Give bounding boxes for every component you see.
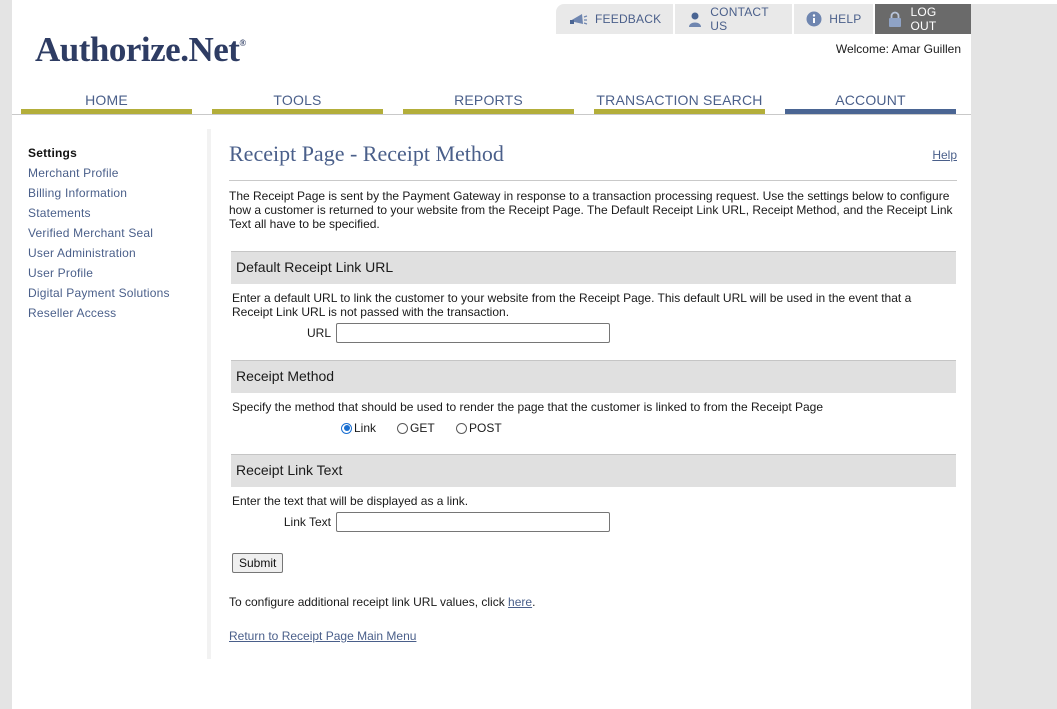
section-description-method: Specify the method that should be used to render the page that the customer is linked to from the Receipt Page	[232, 400, 824, 414]
welcome-text: Welcome: Amar Guillen	[835, 42, 961, 56]
sidebar-item-user-administration[interactable]: User Administration	[28, 246, 136, 260]
radio-get[interactable]	[397, 421, 435, 435]
intro-text: The Receipt Page is sent by the Payment Gateway in response to a transaction processing request. Use the settings below to configure how a customer is returned to your website from the Receipt Page. The Default Receipt Link URL, Receipt Method, and the Receipt Link Text all have to be specified.	[229, 189, 953, 231]
link-text-label: Link Text	[283, 515, 331, 529]
help-top-link[interactable]	[794, 4, 875, 34]
main-nav	[21, 92, 956, 114]
url-input[interactable]	[336, 323, 610, 343]
config-here-link[interactable]: here	[508, 595, 533, 609]
section-description-link-text: Enter the text that will be displayed as a link.	[232, 494, 469, 508]
radio-post-label: POST	[469, 421, 502, 435]
authorize-net-logo: Authorize.Net®	[35, 30, 246, 69]
megaphone-icon	[568, 11, 588, 27]
feedback-link[interactable]	[556, 4, 675, 34]
sidebar-item-merchant-profile[interactable]: Merchant Profile	[28, 166, 119, 180]
logout-label: LOG OUT	[910, 5, 937, 33]
tab-home[interactable]: HOME	[21, 92, 192, 114]
sidebar-item-billing-information[interactable]: Billing Information	[28, 186, 128, 200]
help-label: HELP	[829, 12, 862, 26]
contact-us-label: CONTACT US	[710, 5, 769, 33]
config-end: .	[532, 595, 536, 609]
help-link[interactable]: Help	[932, 148, 957, 162]
page	[12, 4, 971, 709]
sidebar-divider	[207, 129, 211, 659]
sidebar-item-reseller-access[interactable]: Reseller Access	[28, 306, 117, 320]
url-label: URL	[306, 326, 331, 340]
lock-icon	[887, 11, 903, 27]
tab-transaction-search[interactable]: TRANSACTION SEARCH	[594, 92, 765, 114]
sidebar-item-digital-payment-solutions[interactable]: Digital Payment Solutions	[28, 286, 170, 300]
radio-link[interactable]	[341, 421, 376, 435]
left-margin	[0, 0, 12, 709]
return-to-main-menu-link[interactable]: Return to Receipt Page Main Menu	[229, 629, 417, 643]
radio-get-label: GET	[410, 421, 435, 435]
logout-link[interactable]	[875, 4, 971, 34]
person-icon	[687, 11, 703, 27]
sidebar-item-settings: Settings	[28, 146, 77, 160]
radio-post-circle[interactable]	[456, 423, 467, 434]
tab-reports[interactable]: REPORTS	[403, 92, 574, 114]
config-line	[229, 595, 535, 609]
radio-link-label: Link	[354, 421, 377, 435]
info-icon	[806, 11, 822, 27]
section-heading-method: Receipt Method	[231, 360, 956, 393]
feedback-label: FEEDBACK	[595, 12, 662, 26]
section-heading-link-text: Receipt Link Text	[231, 454, 956, 487]
sidebar-item-statements[interactable]: Statements	[28, 206, 91, 220]
sidebar-item-verified-merchant-seal[interactable]: Verified Merchant Seal	[28, 226, 154, 240]
sidebar	[28, 146, 208, 326]
sidebar-item-user-profile[interactable]: User Profile	[28, 266, 94, 280]
tab-tools[interactable]: TOOLS	[212, 92, 383, 114]
section-description-url: Enter a default URL to link the customer to your website from the Receipt Page. This default URL will be used in the event that a Receipt Link URL is not passed with the transaction.	[232, 291, 912, 319]
radio-get-circle[interactable]	[397, 423, 408, 434]
contact-us-link[interactable]	[675, 4, 794, 34]
radio-post[interactable]	[456, 421, 502, 435]
submit-button[interactable]: Submit	[232, 553, 283, 573]
tab-account[interactable]: ACCOUNT	[785, 92, 956, 114]
utility-bar	[556, 4, 971, 34]
section-heading-url: Default Receipt Link URL	[231, 251, 956, 284]
title-rule	[229, 180, 957, 181]
page-title: Receipt Page - Receipt Method	[229, 141, 504, 166]
radio-link-circle[interactable]	[341, 423, 352, 434]
nav-divider	[12, 114, 971, 115]
config-text: To configure additional receipt link URL values, click	[229, 595, 505, 609]
link-text-input[interactable]	[336, 512, 610, 532]
